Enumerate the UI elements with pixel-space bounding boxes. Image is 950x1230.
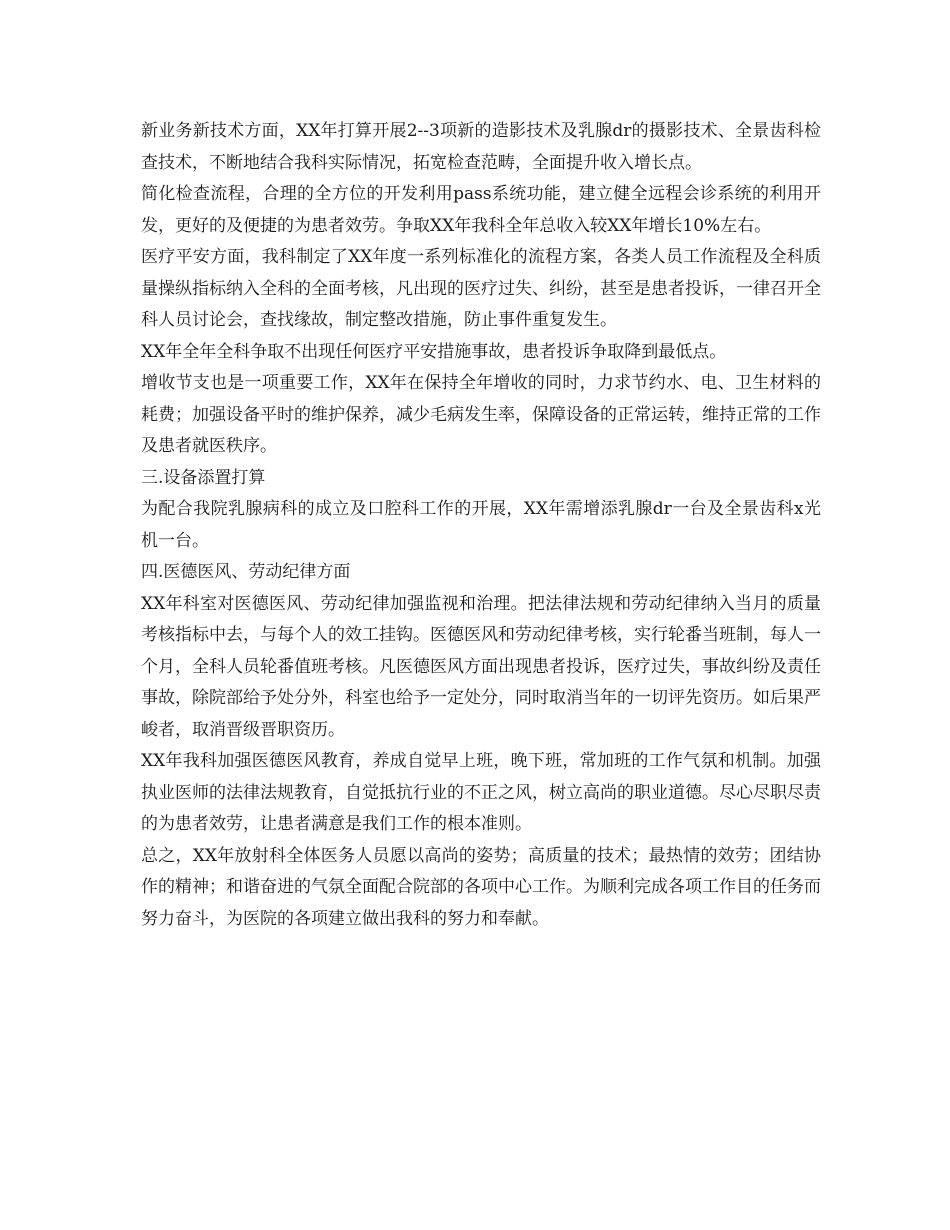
paragraph-medical-safety: 医疗平安方面，我科制定了XX年度一系列标准化的流程方案，各类人员工作流程及全科质量操纵指标纳入全科的全面考核，凡出现的医疗过失、纠纷，甚至是患者投诉，一律召开全科人员讨论会，查找缘故，制定整改措施，防止事件重复发生。 <box>141 247 821 330</box>
paragraph-cost-saving: 增收节支也是一项重要工作，XX年在保持全年增收的同时，力求节约水、电、卫生材料的耗费；加强设备平时的维护保养，减少毛病发生率，保障设备的正常运转，维持正常的工作及患者就医秩序。 <box>141 373 821 456</box>
paragraph-ethics-supervision: XX年科室对医德医风、劳动纪律加强监视和治理。把法律法规和劳动纪律纳入当月的质量考核指标中去，与每个人的效工挂钩。医德医风和劳动纪律考核，实行轮番当班制，每人一个月，全科人员轮番值班考核。凡医德医风方面出现患者投诉，医疗过失，事故纠纷及责任事故，除院部给予处分外，科室也给予一定处分，同时取消当年的一切评先资历。如后果严峻者，取消晋级晋职资历。 <box>141 593 821 740</box>
paragraph-equipment-plan: 为配合我院乳腺病科的成立及口腔科工作的开展，XX年需增添乳腺dr一台及全景齿科x光机一台。 <box>141 499 821 551</box>
section-heading-ethics-discipline: 四.医德医风、劳动纪律方面 <box>141 562 351 582</box>
paragraph-safety-goal: XX年全年全科争取不出现任何医疗平安措施事故，患者投诉争取降到最低点。 <box>141 341 727 362</box>
section-heading-equipment: 三.设备添置打算 <box>141 467 266 488</box>
document-body <box>141 116 821 935</box>
paragraph-simplify-process: 简化检查流程，合理的全方位的开发利用pass系统功能，建立健全远程会诊系统的利用开发，更好的及便捷的为患者效劳。争取XX年我科全年总收入较XX年增长10%左右。 <box>141 184 821 236</box>
paragraph-ethics-education: XX年我科加强医德医风教育，养成自觉早上班，晚下班，常加班的工作气氛和机制。加强执业医师的法律法规教育，自觉抵抗行业的不正之风，树立高尚的职业道德。尽心尽职尽责的为患者效劳，让患者满意是我们工作的根本准则。 <box>141 751 821 834</box>
paragraph-conclusion: 总之，XX年放射科全体医务人员愿以高尚的姿势；高质量的技术；最热情的效劳；团结协作的精神；和谐奋进的气氛全面配合院部的各项中心工作。为顺利完成各项工作目的任务而努力奋斗，为医院的各项建立做出我科的努力和奉献。 <box>141 845 821 929</box>
paragraph-new-technology: 新业务新技术方面，XX年打算开展2--3项新的造影技术及乳腺dr的摄影技术、全景齿科检查技术，不断地结合我科实际情况，拓宽检查范畴，全面提升收入增长点。 <box>141 121 821 173</box>
